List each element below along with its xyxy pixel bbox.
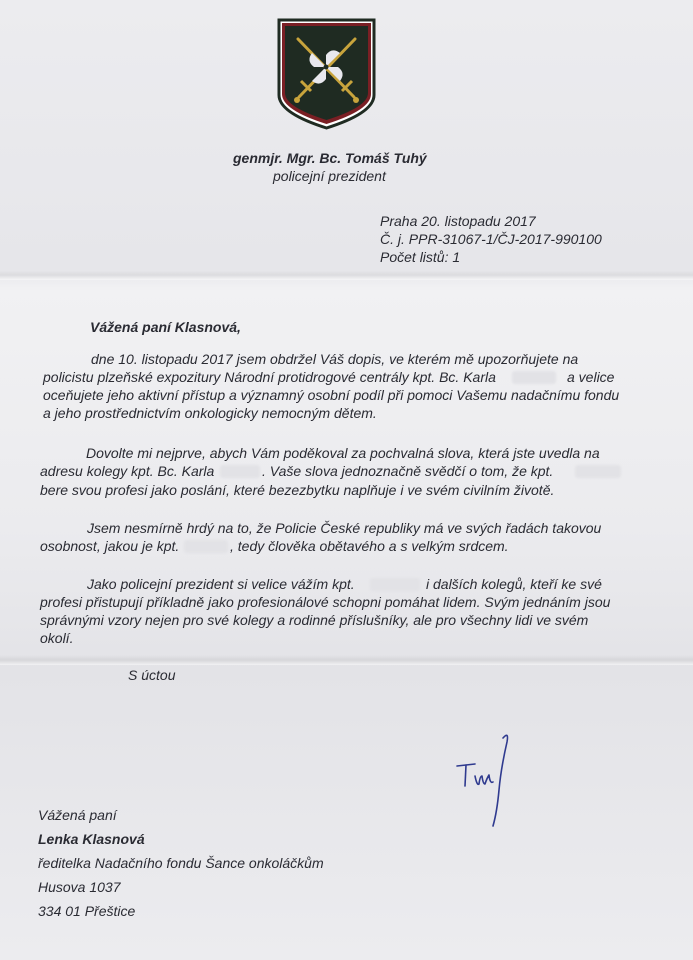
redacted-name [370, 578, 420, 591]
paragraph-line: okolí. [40, 630, 74, 646]
redacted-name [220, 465, 260, 478]
redacted-name [512, 371, 556, 384]
recipient-role: ředitelka Nadačního fondu Šance onkoláčkům [38, 855, 324, 871]
handwritten-signature [455, 728, 525, 833]
paragraph-line: Dovolte mi nejprve, abych Vám poděkoval za pochvalná slova, která jste uvedla na [86, 445, 600, 461]
paragraph-line: adresu kolegy kpt. Bc. Karla [40, 463, 215, 479]
redacted-name [184, 540, 228, 553]
paragraph-line: a jeho prostřednictvím onkologicky nemocným dětem. [43, 405, 377, 421]
recipient-city: 334 01 Přeštice [38, 903, 136, 919]
sender-name: genmjr. Mgr. Bc. Tomáš Tuhý [233, 150, 427, 166]
paragraph-line: správnými vzory nejen pro své kolegy a rodinné příslušníky, ale pro všechny lidi ve svém [40, 612, 589, 628]
paragraph-line: a velice [567, 369, 615, 385]
paragraph-line: Jako policejní prezident si velice vážím kpt. [87, 576, 355, 592]
recipient-salutation: Vážená paní [38, 807, 117, 823]
sheet-count: Počet listů: 1 [380, 249, 461, 265]
redacted-name [575, 465, 621, 478]
paragraph-line: bere svou profesi jako poslání, které bezezbytku naplňuje i ve svém civilním životě. [40, 482, 555, 498]
recipient-name: Lenka Klasnová [38, 831, 145, 847]
paragraph-line: policistu plzeňské expozitury Národní protidrogové centrály kpt. Bc. Karla [43, 369, 496, 385]
paper-fold [0, 655, 693, 665]
paragraph-line: , tedy člověka obětavého a s velkým srdcem. [230, 538, 509, 554]
place-date: Praha 20. listopadu 2017 [380, 213, 536, 229]
case-number: Č. j. PPR-31067-1/ČJ-2017-990100 [380, 231, 602, 247]
paragraph-line: dne 10. listopadu 2017 jsem obdržel Váš dopis, ve kterém mě upozorňujete na [91, 351, 579, 367]
paragraph-line: profesi přistupují příkladně jako profesionálové schopni pomáhat lidem. Svým jednáním jsou [40, 594, 611, 610]
recipient-street: Husova 1037 [38, 879, 121, 895]
paragraph-line: oceňujete jeho aktivní přístup a významný osobní podíl při pomoci Vašemu nadačnímu fondu [43, 387, 620, 403]
paper-fold [0, 270, 693, 280]
closing: S úctou [128, 667, 176, 683]
paragraph-line: osobnost, jakou je kpt. [40, 538, 180, 554]
paragraph-line: . Vaše slova jednoznačně svědčí o tom, že kpt. [262, 463, 554, 479]
sender-title: policejní prezident [273, 168, 386, 184]
salutation: Vážená paní Klasnová, [90, 319, 241, 335]
paragraph-line: i dalších kolegů, kteří ke své [426, 576, 602, 592]
paragraph-line: Jsem nesmírně hrdý na to, že Policie České republiky má ve svých řadách takovou [87, 520, 602, 536]
police-emblem-logo [276, 17, 377, 131]
